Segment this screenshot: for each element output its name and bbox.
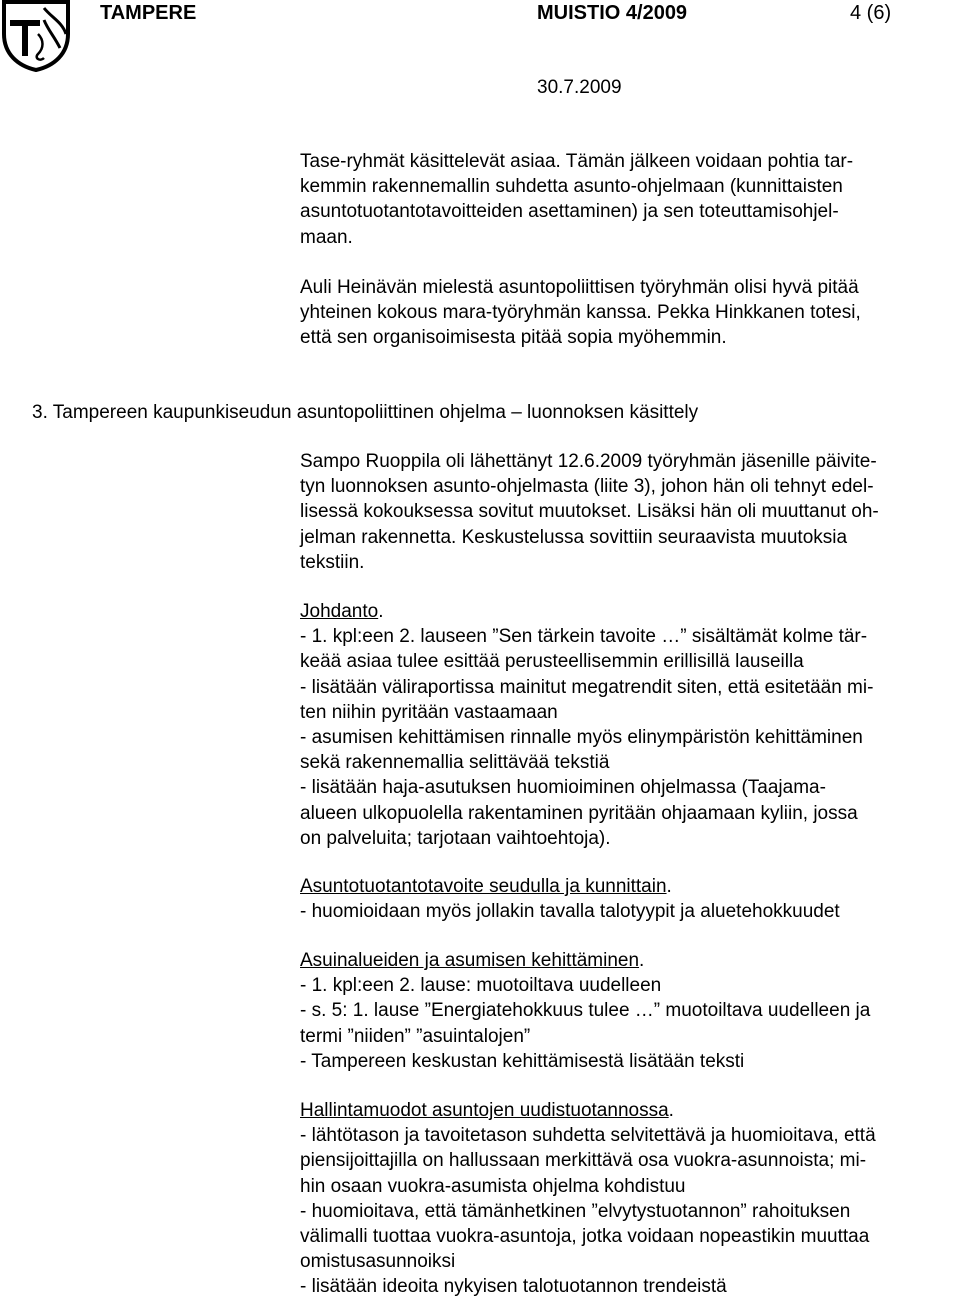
text-line: - lisätään ideoita nykyisen talotuotannon trendeistä [300,1276,727,1298]
section-johdanto: Johdanto. - 1. kpl:een 2. lauseen ”Sen tärkein tavoite …” sisältämät kolme tär- keää asiaa tulee esittää perusteellisemmin erillisillä lauseilla - lisätään väliraportissa mainitut megatrendit siten, että esitetään mi- ten niihin pyritään vastaamaan - asumisen kehittämisen rinnalle myös elinympäristön kehittäminen sekä rakennemallia selittävää tekstiä - lisätään haja-asutuksen huomioiminen ohjelmassa (Taajama- alueen ulkopuolella rakentaminen pyritään ohjaamaan kyliin, jossa on palveluita; tarjotaan vaihtoehtoja). [300,599,960,851]
text-line: - asumisen kehittämisen rinnalle myös elinympäristön kehittäminen [300,727,863,749]
text-line: - huomioitava, että tämänhetkinen ”elvytystuotannon” rahoituksen [300,1200,851,1222]
text-line: omistusasunnoiksi [300,1251,456,1273]
text-line: asuntotuotantotavoitteiden asettaminen) ja sen toteuttamisohjel- [300,201,839,223]
tavoite-title: Asuntotuotantotavoite seudulla ja kunnittain [300,876,667,897]
text-line: termi ”niiden” ”asuintalojen” [300,1025,531,1047]
section-hallintamuodot: Hallintamuodot asuntojen uudistuotannossa. - lähtötason ja tavoitetason suhdetta selvitettävä ja huomioitava, että piensijoittajilla on hallussaan merkittävä osa vuokra-asunnoista; mi- hin osaan vuokra-asumista ohjelma kohdistuu - huomioitava, että tämänhetkinen ”elvytystuotannon” rahoituksen välimalli tuottaa vuokra-asuntoja, jotka voidaan nopeastikin muuttaa omistusasunnoiksi - lisätään ideoita nykyisen talotuotannon trendeistä [300,1098,960,1300]
header-page-number: 4 (6) [850,2,892,24]
text-line: että sen organisoimisesta pitää sopia myöhemmin. [300,327,727,349]
paragraph-auli-heinava [300,275,960,351]
paragraph-tase-ryhmat [300,149,960,250]
header-organization: TAMPERE [100,2,197,24]
text-line: tyn luonnoksen asunto-ohjelmasta (liite 3), johon hän oli tehnyt edel- [300,476,874,498]
text-line: maan. [300,226,353,248]
paragraph-sampo-ruoppila [300,449,960,575]
text-line: Auli Heinävän mielestä asuntopoliittisen työryhmän olisi hyvä pitää [300,277,859,298]
asuinalueet-title: Asuinalueiden ja asumisen kehittäminen [300,950,640,971]
text-line: - lisätään väliraportissa mainitut megatrendit siten, että esitetään mi- [300,676,874,698]
text-line: hin osaan vuokra-asumista ohjelma kohdistuu [300,1175,686,1197]
text-line: - huomioidaan myös jollakin tavalla talotyypit ja aluetehokkuudet [300,901,840,923]
text-line: - s. 5: 1. lause ”Energiatehokkuus tulee …” muotoiltava uudelleen ja [300,1000,871,1022]
johdanto-title: Johdanto [300,601,379,622]
text-line: piensijoittajilla on hallussaan merkittävä osa vuokra-asunnoista; mi- [300,1150,867,1172]
text-line: Tase-ryhmät käsittelevät asiaa. Tämän jälkeen voidaan pohtia tar- [300,151,854,172]
header-date: 30.7.2009 [537,77,622,98]
text-line: Sampo Ruoppila oli lähettänyt 12.6.2009 työryhmän jäsenille päivite- [300,451,877,472]
header-document-number: MUISTIO 4/2009 [537,2,688,24]
text-line: - lisätään haja-asutuksen huomioiminen ohjelmassa (Taajama- [300,777,826,799]
text-line: - lähtötason ja tavoitetason suhdetta selvitettävä ja huomioitava, että [300,1125,876,1147]
text-line: sekä rakennemallia selittävää tekstiä [300,752,610,774]
section-3-heading: 3. Tampereen kaupunkiseudun asuntopoliittinen ohjelma – luonnoksen käsittely [32,402,699,423]
text-line: - 1. kpl:een 2. lause: muotoiltava uudelleen [300,975,662,997]
text-line: jelman rakennetta. Keskustelussa sovittiin seuraavista muutoksia [300,526,848,548]
hallinta-title: Hallintamuodot asuntojen uudistuotannossa [300,1100,669,1121]
text-line: tekstiin. [300,551,365,573]
text-line: välimalli tuottaa vuokra-asuntoja, jotka voidaan nopeastikin muuttaa [300,1226,870,1248]
text-line: lisessä kokouksessa sovitut muutokset. Lisäksi hän oli muuttanut oh- [300,501,879,523]
tampere-coat-of-arms-logo [0,0,72,72]
text-line: ten niihin pyritään vastaamaan [300,701,558,723]
text-line: yhteinen kokous mara-työryhmän kanssa. Pekka Hinkkanen totesi, [300,302,861,324]
text-line: on palveluita; tarjotaan vaihtoehtoja). [300,827,611,849]
text-line: - 1. kpl:een 2. lauseen ”Sen tärkein tavoite …” sisältämät kolme tär- [300,626,868,648]
section-asuntotuotantotavoite: Asuntotuotantotavoite seudulla ja kunnittain. - huomioidaan myös jollakin tavalla talotyypit ja aluetehokkuudet [300,874,960,924]
text-line: - Tampereen keskustan kehittämisestä lisätään teksti [300,1050,745,1072]
text-line: keää asiaa tulee esittää perusteellisemmin erillisillä lauseilla [300,651,804,673]
text-line: alueen ulkopuolella rakentaminen pyritään ohjaamaan kyliin, jossa [300,802,858,824]
section-asuinalueet: Asuinalueiden ja asumisen kehittäminen. - 1. kpl:een 2. lause: muotoiltava uudelleen - s. 5: 1. lause ”Energiatehokkuus tulee …” muotoiltava uudelleen ja termi ”niiden” ”asuintalojen” - Tampereen keskustan kehittämisestä lisätään teksti [300,948,960,1074]
text-line: kemmin rakennemallin suhdetta asunto-ohjelmaan (kunnittaisten [300,176,843,198]
